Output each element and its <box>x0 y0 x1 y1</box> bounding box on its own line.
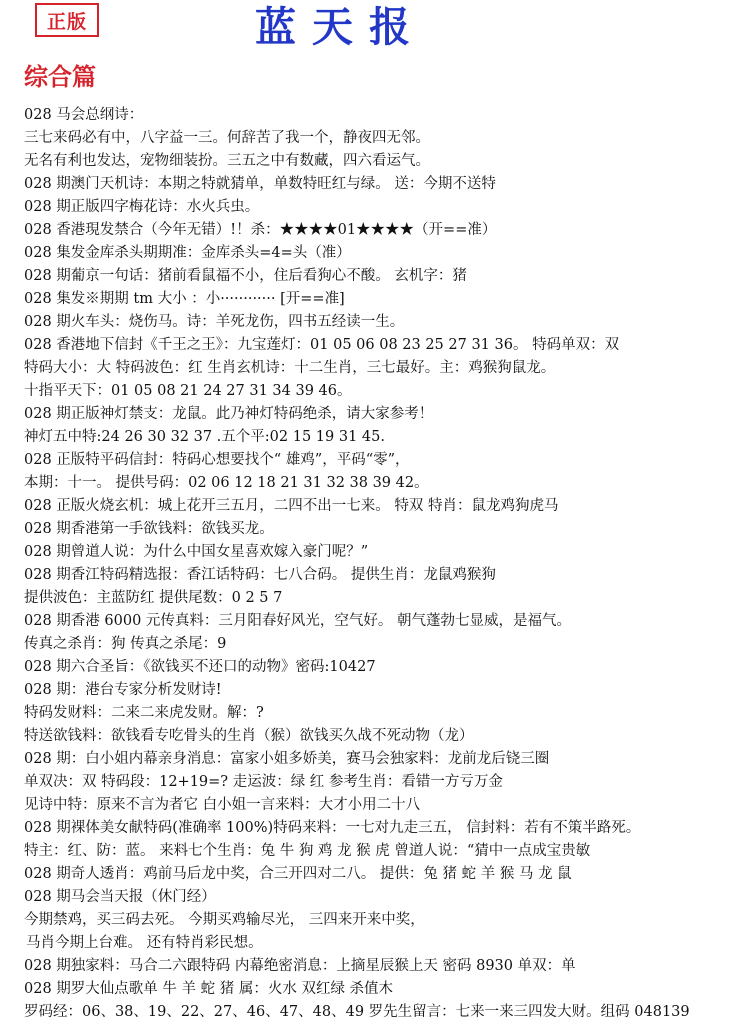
article-body <box>0 104 737 1024</box>
text-line: 028 期裸体美女献特码(准确率 100%)特码来料：一七对九走三五， 信封料：若有不策半路死。 <box>24 820 641 836</box>
text-line: 单双决：双 特码段：12+19=? 走运波：绿 红 参考生肖：看错一方亏万金 <box>24 774 503 790</box>
text-line: 无名有利也发达，宠物细装扮。三五之中有数藏，四六看运气。 <box>24 153 430 169</box>
newspaper-title: 蓝天报 <box>255 3 426 51</box>
section-heading: 综合篇 <box>24 62 96 91</box>
text-line: 今期禁鸡，买三码去死。 今期买鸡输尽光， 三四来开来中奖， <box>24 912 425 928</box>
text-line: 028 期曾道人说：为什么中国女星喜欢嫁入豪门呢？” <box>24 544 369 560</box>
text-line: 028 期六合圣旨：《欲钱买不还口的动物》密码:10427 <box>24 659 376 675</box>
text-line: 马肖今期上台难。 还有特肖彩民想。 <box>26 935 263 951</box>
text-line: 028 集发※期期 tm 大小 ：小············ [开==准] <box>24 291 345 307</box>
text-line: 神灯五中特:24 26 30 32 37 .五个平:02 15 19 31 45. <box>24 429 385 445</box>
text-line: 028 期火车头：烧伤马。诗：羊死龙伤，四书五经读一生。 <box>24 314 405 330</box>
text-line: 本期：十一。 提供号码：02 06 12 18 21 31 32 38 39 42。 <box>24 475 429 491</box>
text-line: 028 期罗大仙点歌单 牛 羊 蛇 猪 属：火水 双红绿 杀值木 <box>24 981 394 997</box>
text-line: 028 期独家料：马合二六跟特码 内幕绝密消息：上摘星辰猴上天 密码 8930 单双：单 <box>24 958 576 974</box>
text-line: 提供波色：主蓝防红 提供尾数：0 2 5 7 <box>24 590 283 606</box>
text-line: 028 正版火烧玄机：城上花开三五月，二四不出一七来。 特双 特肖：鼠龙鸡狗虎马 <box>24 498 559 514</box>
text-line: 028 期香港第一手欲钱料：欲钱买龙。 <box>24 521 274 537</box>
text-line: 028 香港地下信封《千王之王》：九宝莲灯：01 05 06 08 23 25 27 31 36。 特码单双：双 <box>24 337 620 353</box>
text-line: 028 香港現发禁合（今年无错）!！杀：★★★★01★★★★（开==准） <box>24 222 497 238</box>
text-line: 028 期正版四字梅花诗：水火兵虫。 <box>24 199 260 215</box>
text-line: 传真之杀肖：狗 传真之杀尾：9 <box>24 636 227 652</box>
text-line: 十指平天下：01 05 08 21 24 27 31 34 39 46。 <box>24 383 352 399</box>
text-line: 028 期葡京一句话：猪前看鼠福不小，住后看狗心不酸。 玄机字：猪 <box>24 268 467 284</box>
genuine-badge: 正版 <box>35 3 99 37</box>
text-line: 028 期：港台专家分析发财诗! <box>24 682 222 698</box>
text-line: 028 集发金库杀头期期准：金库杀头=4=头（准） <box>24 245 351 261</box>
text-line: 特送欲钱料：欲钱看专吃骨头的生肖（猴）欲钱买久战不死动物（龙） <box>24 728 474 744</box>
text-line: 028 马会总纲诗： <box>24 107 144 123</box>
text-line: 见诗中特：原来不言为者它 白小姐一言来料：大才小用二十八 <box>24 797 421 813</box>
text-line: 028 正版特平码信封：特码心想要找个“ 雄鸡”，平码“零”， <box>24 452 410 468</box>
text-line: 028 期奇人透肖：鸡前马后龙中奖，合三开四对二八。 提供：兔 猪 蛇 羊 猴 马 龙 鼠 <box>24 866 572 882</box>
text-line: 028 期香港 6000 元传真料：三月阳春好风光，空气好。 朝气蓬勃七显威，是福气。 <box>24 613 572 629</box>
text-line: 028 期香江特码精选报：香江话特码：七八合码。 提供生肖：龙鼠鸡猴狗 <box>24 567 496 583</box>
text-line: 罗码经：06、38、19、22、27、46、47、48、49 罗先生留言：七来一来三四发大财。组码 048139 <box>24 1004 690 1020</box>
text-line: 028 期马会当天报（休门经） <box>24 889 216 905</box>
text-line: 特码发财料：二来二来虎发财。解：? <box>24 705 264 721</box>
text-line: 特码大小：大 特码波色：红 生肖玄机诗：十二生肖，三七最好。主：鸡猴狗鼠龙。 <box>24 360 556 376</box>
text-line: 028 期正版神灯禁支：龙鼠。此乃神灯特码绝杀，请大家参考！ <box>24 406 434 422</box>
text-line: 028 期澳门天机诗：本期之特就猜单，单数特旺红与绿。 送：今期不送特 <box>24 176 496 192</box>
text-line: 028 期：白小姐内幕亲身消息：富家小姐多娇美，赛马会独家料：龙前龙后铙三圈 <box>24 751 550 767</box>
text-line: 特主：红、防：蓝。 来料七个生肖：兔 牛 狗 鸡 龙 猴 虎 曾道人说：“猜中一点成宝贵敏 <box>24 843 591 859</box>
text-line: 三七来码必有中，八字益一三。何辞苦了我一个，静夜四无邻。 <box>24 130 430 146</box>
